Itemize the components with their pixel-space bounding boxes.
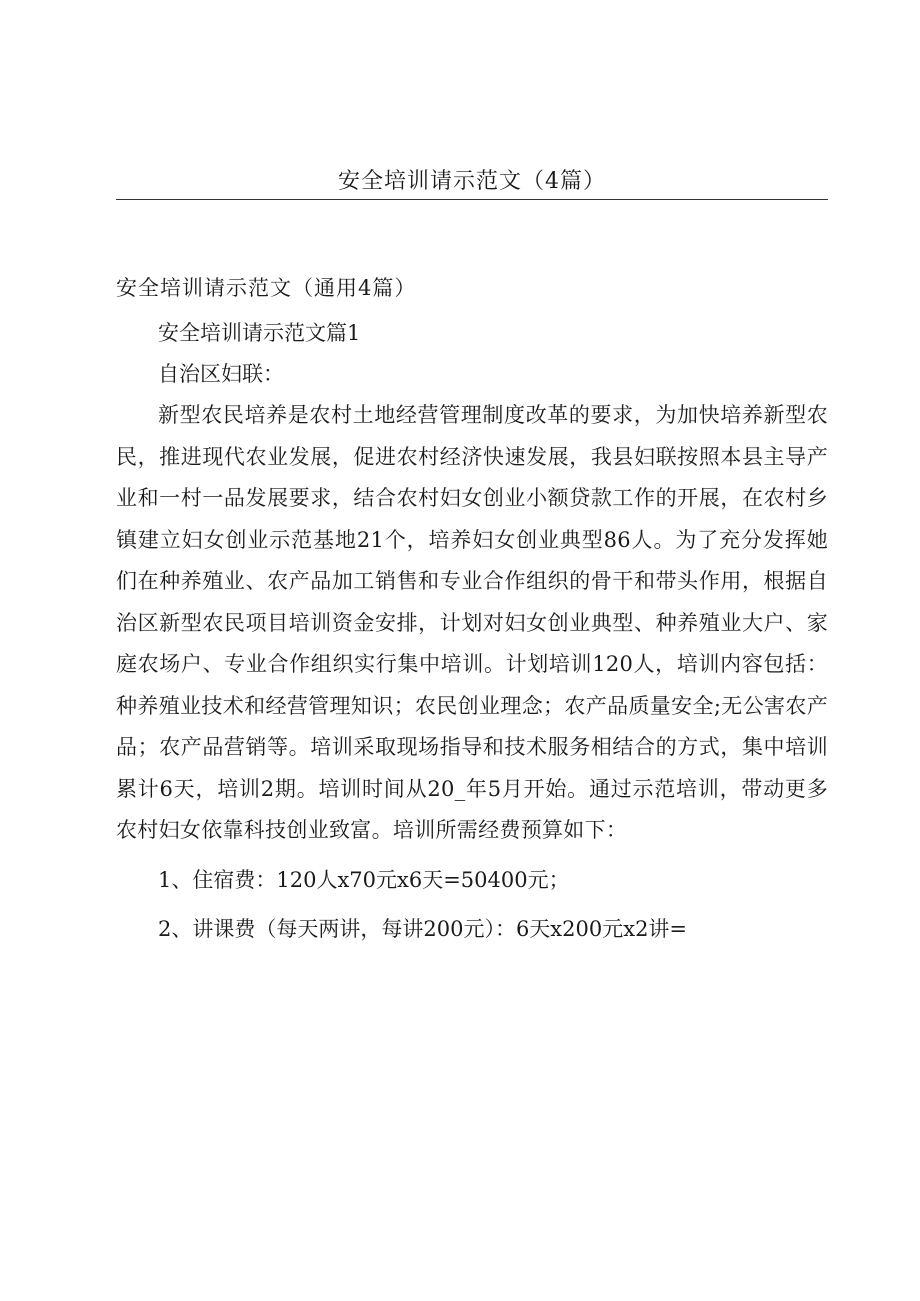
salutation: 自治区妇联： [158, 362, 284, 386]
budget-item-1: 1、住宿费：120人x70元x6天=50400元； [158, 867, 570, 892]
budget-item-2: 2、讲课费（每天两讲，每讲200元）：6天x200元x2讲= [158, 916, 688, 941]
document-title: 安全培训请示范文（4篇） [338, 169, 606, 194]
document-body [116, 268, 828, 950]
section-heading: 安全培训请示范文篇1 [158, 321, 361, 345]
title-underline [116, 199, 828, 200]
document-subtitle: 安全培训请示范文（通用4篇） [116, 276, 417, 300]
body-paragraph: 新型农民培养是农村土地经营管理制度改革的要求，为加快培养新型农民，推进现代农业发展，促进农村经济快速发展，我县妇联按照本县主导产业和一村一品发展要求，结合农村妇女创业小额贷款工作的开展，在农村乡镇建立妇女创业示范基地21个，培养妇女创业典型86人。为了充分发挥她们在种养殖业、农产品加工销售和专业合作组织的骨干和带头作用，根据自治区新型农民项目培训资金安排，计划对妇女创业典型、种养殖业大户、家庭农场户、专业合作组织实行集中培训。计划培训120人，培训内容包括：种养殖业技术和经营管理知识；农民创业理念；农产品质量安全;无公害农产品；农产品营销等。培训采取现场指导和技术服务相结合的方式，集中培训累计6天，培训2期。培训时间从20_年5月开始。通过示范培训，带动更多农村妇女依靠科技创业致富。培训所需经费预算如下： [116, 403, 828, 842]
